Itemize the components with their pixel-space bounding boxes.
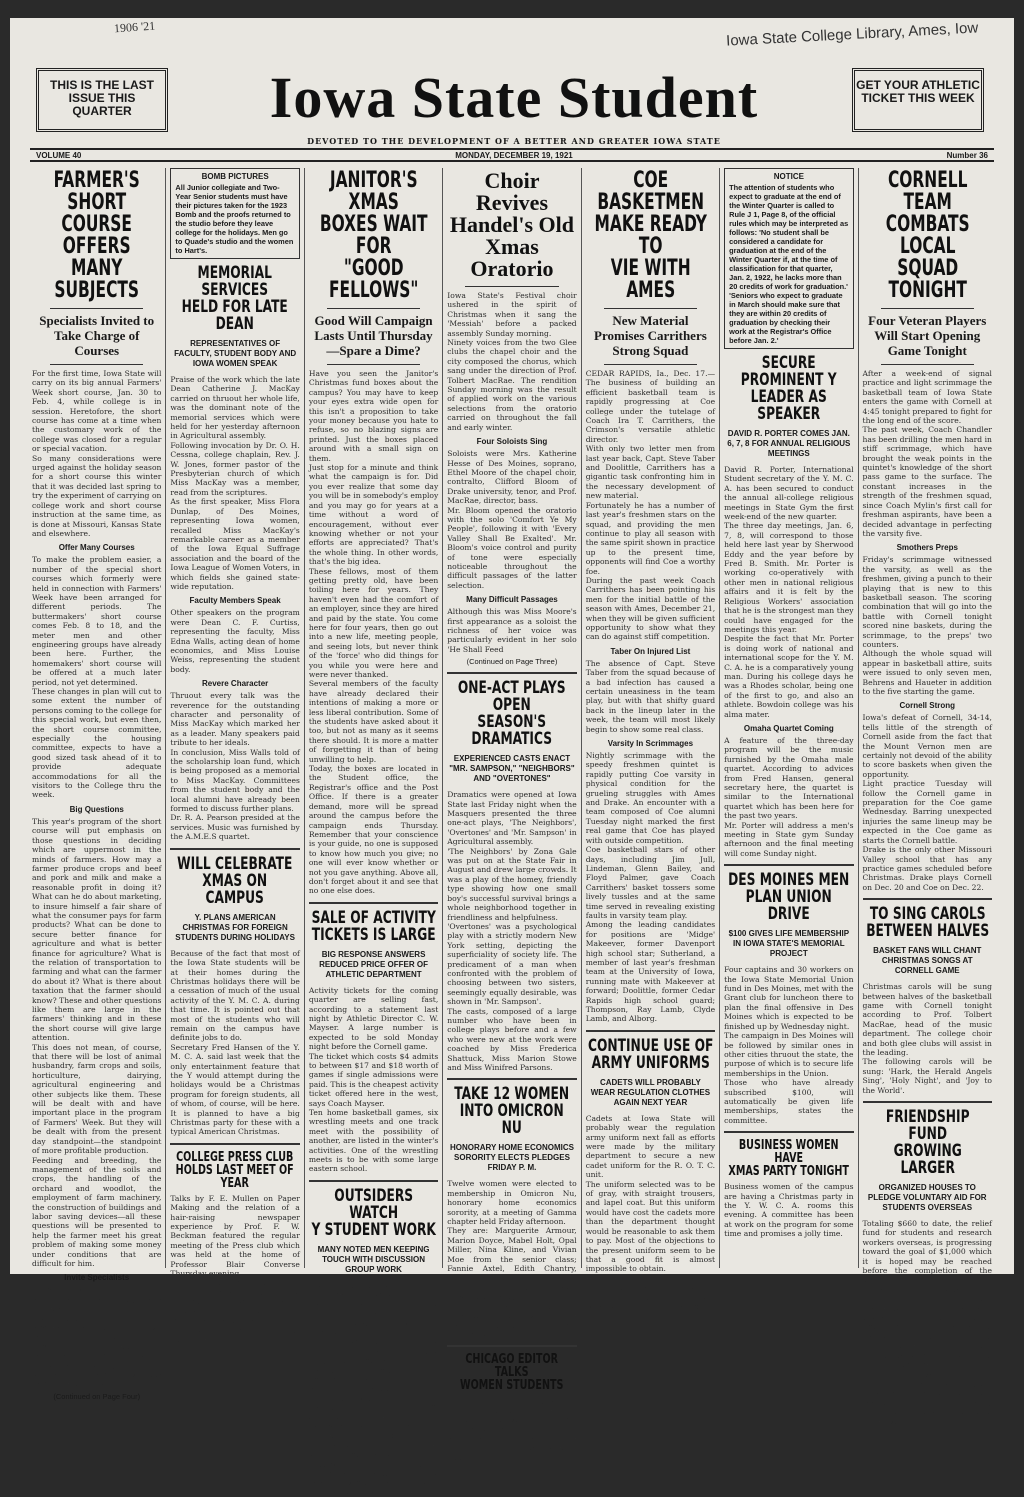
headline-line: DES MOINES MEN — [728, 870, 850, 891]
paragraph: However, new uniforms will be here next year and efforts will be made to obtain uniforms that will be satisfactory to the wearers. — [585, 1273, 716, 1311]
continued-note: (Continued on Page Three) — [466, 657, 558, 667]
graduation-notice — [724, 168, 853, 349]
paragraph: Those who have already subscribed $100, will automatically be given life memberships, states the committee. — [724, 1078, 854, 1125]
headline-line: BOXES WAIT FOR — [319, 212, 428, 259]
divider — [604, 364, 697, 365]
deck: DAVID R. PORTER COMES JAN. 6, 7, 8 FOR ANNUAL RELIGIOUS MEETINGS — [727, 429, 851, 458]
paragraph: Today, the boxes are located in the Student office, the Registrar's office and the Post Office. If there is a greater demand, more will be spread around the campus before the campaign ends Thursday. Remember that your conscience is your guide, no one is supposed to know how much you give; no one will ever know whether or not you gave anything. Above all, don't forget about it and see that no one else does. — [308, 764, 439, 896]
paragraph: Friday's scrimmage witnessed the varsity, as well as the freshmen, giving a punch to their playing that is new to this basketball season. The scoring combination that will go into the battle with Cornell tonight scored nine baskets, during the scrimmage, to the preps' two counters. — [862, 555, 992, 649]
headline-line: "GOOD FELLOWS" — [328, 256, 419, 303]
subhead: Big Questions — [69, 804, 124, 814]
column-3 — [305, 168, 443, 1497]
headline-line: GROWING LARGER — [893, 1141, 962, 1178]
divider — [170, 1143, 299, 1145]
deck: Four Veteran Players Will Start Opening Game Tonight — [868, 313, 987, 358]
headline-line: TAKE 12 WOMEN — [454, 1084, 570, 1105]
headline-line: MEMORIAL SERVICES — [197, 263, 273, 300]
headline-y-leader — [726, 355, 852, 423]
paragraph: Nightly scrimmage with the speedy freshmen quintet is rapidly putting Coe varsity in physical condition for the grueling struggles with Ames and Drake. An encounter with a team composed of Coe alumni Tuesday night marked the first real game that Coe has played with outside competition. — [585, 751, 716, 845]
paragraph: They are: Marguerite Armour, Marion Doyce, Mabel Holt, Opal Miller, Nina Kline, and Vivian Moe from the senior class; Fannie Axtel, Edith Chantry, Verna Hunter and Ruth Magdeburn from the junior class; Miss Edna Walls, acting dean of home economics and Dr. Elizabeth Miller, head of the graduate department of home economics. — [447, 1226, 577, 1339]
paragraph: To make the problem easier, a number of the special short courses which formerly were held in connection with Farmers' Week have been arranged for different periods. The buttermakers' short course comes Feb. 8 to 18, and the meter men and other engineering groups have already been here. Further, the homemakers' short course will be offered at a much later period, not yet determined. — [32, 555, 162, 687]
headline-army-uniforms — [587, 1035, 714, 1073]
paragraph: In other schools this plan is carried out in fraternity houses only, but there have been 45 groups of non-fraternity men organized here that have met regularly each week. — [308, 1337, 439, 1394]
paragraph: Activity tickets for the coming quarter are selling fast, according to a statement last night by Athletic Director C. W. Mayser. A large number is expected to be sold Monday night before the Cornell game. — [308, 985, 439, 1052]
paragraph: Christmas carols will be sung between halves of the basketball game with Cornell tonight according to Prof. Tolbert MacRae, head of the music department. The college choir and both glee clubs will assist in the leading. — [862, 982, 992, 1057]
paragraph: Ninety voices from the two Glee clubs the chapel choir and the city composed the chorus, which sang under the direction of Prof. Tolbert MacRae. The rendition Sunday morning was the result of applied work on the various selections from the oratorio carried on throughout the fall and early winter. — [447, 338, 577, 432]
headline-line: BUSINESS WOMEN HAVE — [738, 1138, 839, 1167]
paragraph: During the past week Coach Carrithers has been pointing his men for the initial battle of the season with Ames, December 21, when they will be given sufficient opportunity to show what they can do against stiff competition. — [585, 575, 716, 642]
paragraph: Fortunately he has a number of last year's freshmen stars on the squad, and providing the men continue to play all season with the same spirit shown in practice up to the present time, opponents will find Coe a worthy foe. — [585, 500, 716, 576]
deck: BIG RESPONSE ANSWERS REDUCED PRICE OFFER OF ATHLETIC DEPARTMENT — [319, 949, 428, 979]
notice-title: BOMB PICTURES — [201, 172, 269, 181]
column-7 — [859, 168, 996, 1426]
headline-line: HOLDS LAST MEET OF YEAR — [176, 1162, 295, 1191]
deck: EXPERIENCED CASTS ENACT "MR. SAMPSON," "NEIGHBORS" AND "OVERTONES" — [449, 754, 575, 784]
left-ear-box — [36, 68, 168, 132]
paragraph: Drake is the only other Missouri Valley school that has any practice games scheduled before Christmas. Drake plays Cornell on Dec. 20 and Coe on Dec. 22. — [862, 845, 992, 892]
divider — [447, 1078, 576, 1080]
paragraph: Secretary Fred Hansen of the Y. M. C. A. said last week that the only entertainment feature that the Y would attempt during the holidays would be a Christmas program for foreign students, all of whom, of course, will be here. It is planned to have a big Christmas party for these with a typical American Christmas. — [170, 1042, 300, 1137]
notice-body: All Junior collegiate and Two-Year Senior students must have their pictures taken for the 1923 Bomb and the proofs returned to the studio before they leave college for the holidays. Men go to Quade's studio and the women to Hart's. — [175, 183, 294, 255]
paragraph: The ticket which costs $4 admits to between $17 and $18 worth of games if single admissions were paid. This is the cheapest activity ticket offered here in the west, says Coach Mayser. — [308, 1051, 439, 1108]
paragraph: Approximately $450 was pledged at the voluntary collection in the chapel service on Sunday, and this added to the sum of $200 previously given by organizations makes up the total amount thus far pledged. Under the conditions which the students and workers are forced to work in other countries. — [862, 1284, 992, 1379]
notice-body: The attention of students who expect to graduate at the end of the Winter Quarter is called to Rule J 1, Page 8, of the official rules which may be interpreted as follows: 'No student shall be considered a candidate for graduation at the end of the Winter Quarter if, at the time of classification for that quarter, Jan. 2, 1922, he lacks more than 20 credits of work for graduation.' 'Seniors who expect to graduate in March should make sure that they are within 20 credits of graduation by checking their work at the Registrar's Office before Jan. 2.' — [729, 183, 849, 345]
deck: Good Will Campaign Lasts Until Thursday —Spare a Dime? — [314, 313, 433, 358]
divider — [50, 364, 143, 365]
headline-janitors — [309, 170, 438, 302]
paragraph: These changes in plan will cut to some extent the number of persons coming to the college for this special work, but even then, the short course committee, especially the housing committee, expects to have a good sized task ahead of it to provide adequate accommodations for all the visitors to the College thru the week. — [32, 687, 162, 800]
deck: HONORARY HOME ECONOMICS SORORITY ELECTS PLEDGES FRIDAY P. M. — [449, 1143, 574, 1173]
headline-line: WILL CELEBRATE — [177, 853, 293, 874]
paragraph: The campaign in Des Moines will be followed by similar ones in other cities thruout the state, the purpose of which is to secure life memberships in the Union. — [724, 1031, 854, 1078]
paragraph: Intramural basketball games have integrated slightly with attendance the last few weeks. — [308, 1469, 439, 1497]
paragraph: Dramatics were opened at Iowa State last Friday night when the Masquers presented the three one-act plays, 'The Neighbors', 'Overtones' and 'Mr. Sampson' in Agricultural assembly. — [447, 790, 577, 847]
headline-line: MAKE READY TO — [594, 212, 707, 259]
headline-line: FRIENDSHIP FUND — [885, 1107, 970, 1144]
paragraph: Other speakers on the program were Dean C. F. Curtiss, representing the faculty, Miss Edna Walls, acting dean of home economics, and Miss Louise Weiss, representing the student body. — [170, 608, 300, 674]
subhead: Taber On Injured List — [610, 646, 691, 656]
subhead: Many Difficult Passages — [466, 595, 558, 605]
paragraph: Soloists were Mrs. Katherine Hesse of Des Moines, soprano, Ethel Moore of the chapel choir, contralto, Clifford Bloom of Drake university, tenor, and Prof. MacRae, director, bass. — [447, 449, 577, 506]
paragraph: Announcement from the Y. M. C. A. billiard room is that a new billiards game will be played Tuesday at 4 p.m. between 'Billy' Page last year's champion and Jacob Levy winner of the tourney just closed. — [170, 1278, 300, 1344]
paragraph: The uniform selected was to be of gray, with straight trousers, and lapel coat. But this uniform would have cost the cadets more than the department thought would be reasonable to ask them to pay. Most of the objections to the present uniform seem to be that a good fit is almost impossible to obtain. — [585, 1179, 716, 1274]
paragraph: In conclusion, Miss Walls told of the scholarship loan fund, which is being proposed as a memorial to Miss MacKay. Committees from the student body and the local alumni have already been formed to discuss further plans. — [170, 747, 300, 814]
divider — [586, 1030, 715, 1032]
divider — [881, 308, 974, 309]
paragraph: 'Overtones' was a psychological play with a strictly modern New York setting, depicting the superficiality of society life. The predicament of a man when confronted with the problem of choosing between two sisters, seemingly equally desirable, was shown in 'Mr. Sampson'. — [447, 921, 577, 1007]
issue-number: Number 36 — [946, 150, 988, 160]
divider — [327, 308, 420, 309]
paragraph: These fellows, most of them getting pretty old, have been toiling here for years. They haven't even had the comfort of an employer, since they are hired and paid by the state. You come here for four years, then go out into a new life, meeting people, and seeing lots, but never think of the 'force' who did things for you while you were here and were never thanked. — [308, 566, 439, 679]
deck: Specialists Invited to Take Charge of Courses — [39, 313, 155, 358]
headline-line: BETWEEN HALVES — [865, 921, 989, 942]
paragraph: Have you seen the Janitor's Christmas fund boxes about the campus? You may have to keep your eyes extra wide open for this isn't a proposition to take your money because you hate to refuse, so no blazing signs are printed. Just the boxes placed around with a small sign on them. — [308, 369, 439, 463]
paragraph: Iowa State's Festival choir ushered in the spirit of Christmas when it sang the 'Messiah' before a packed assembly Sunday morning. — [447, 291, 577, 338]
paragraph: The casts, composed of a large number who have been in college plays before and a few who were new at the work were coached by Miss Frederica Shattuck, Miss Marion Stowe and Miss Winifred Parsons. — [447, 1006, 577, 1072]
paragraph: Dr. R. A. Pearson presided at the services. Music was furnished by the A.M.E.S quartet. — [170, 813, 300, 842]
deck: CADETS WILL PROBABLY WEAR REGULATION CLOTHES AGAIN NEXT YEAR — [590, 1077, 711, 1107]
headline-line: PLAN UNION DRIVE — [745, 887, 832, 925]
headline-line: CHICAGO EDITOR TALKS — [465, 1352, 559, 1381]
headline-activity-tickets — [311, 907, 437, 945]
headline-xmas-campus — [172, 853, 298, 908]
paragraph: Just stop for a minute and think what the campaign is for. Did you ever realize that some day you will be in somebody's employ and you may go for years at a time without a word of encouragement, without ever knowing whether or not your efforts are appreciated? That's the whole thing. In other words, that's the big idea. — [308, 463, 439, 567]
headline-line: SALE OF ACTIVITY — [311, 907, 436, 928]
paragraph: Cadets at Iowa State will probably wear the regulation army uniform next fall as efforts were made by the military department to secure a new cadet uniform for the R. O. T. C. unit. — [585, 1113, 716, 1180]
divider — [309, 1180, 438, 1182]
paragraph: Although the whole squad will appear in basketball attire, suits were issued to only seven men, Behrens and Haueter in addition to the five starting the game. — [862, 649, 992, 696]
headline-line: COE BASKETMEN — [597, 168, 704, 215]
paragraph: Every member of the agricultural faculty at Iowa State, says Professor Beckman, is giving the best that is in him to help the farmers find a better way to deal with new conditions in agriculture, and the best of their work will be given in short course time. Besides, the college is inviting in some specialists from other sources. — [32, 1285, 162, 1389]
subhead: Faculty Members Speak — [189, 596, 281, 606]
subhead: Omaha Quartet Coming — [743, 723, 834, 733]
headline-choir — [447, 170, 576, 280]
headline-line: COURSE OFFERS — [61, 212, 132, 259]
paragraph: CEDAR RAPIDS, Ia., Dec. 17.—The business of building an efficient basketball team is rapidly progressing at Coe college under the tutelage of Coach Ira T. Carrithers, the Crimson's versatile athletic director. — [585, 369, 716, 444]
deck: ORGANIZED HOUSES TO PLEDGE VOLUNTARY AID FOR STUDENTS OVERSEAS — [867, 1183, 987, 1212]
headline-line: FARMER'S SHORT — [53, 168, 140, 215]
paragraph: Talks by F. E. Mullen on Paper Making and the relation of a hair-raising newspaper experience by Prof. F. W. Beckman featured the regular meeting of the Press club which was held at the home of Professor Blair Converse Thursday evening. — [170, 1193, 300, 1279]
divider — [447, 672, 576, 674]
paragraph: Four captains and 30 workers on the Iowa State Memorial Union fund in Des Moines, met with the Grant club for luncheon there to plan the final offensive in Des Moines which is expected to be finished up by Wednesday night. — [724, 965, 854, 1031]
divider — [863, 898, 992, 900]
paragraph: This year's program of the short course will put emphasis on those questions in deciding which are uppermost in the minds of farmers. How may a farmer produce crops and beef and pork and milk and make a reasonable profit in doing it? What can he do about marketing, to insure himself a fair share of what the consumer pays for farm products? What can be done to secure better finance for agriculture and what is better finance for agriculture? What is the relation of transportation to farming and what can the farmer do about it? What is there about taxation that the farmer should know? These and other questions like them are large in the farmers' thinking and in these the short course will give large attention. — [32, 816, 162, 1043]
headline-line: XMAS ON CAMPUS — [202, 870, 268, 908]
headline-line: WOMEN STUDENTS — [460, 1378, 564, 1394]
paragraph: The absence of Capt. Steve Taber from the squad because of a bad infection has caused a certain uneasiness in the team play, but with that shifty guard back in the lineup later in the week, the team will most likely begin to show some real class. — [585, 658, 716, 734]
right-ear-box — [852, 68, 984, 132]
headline-line: COMBATS LOCAL — [885, 212, 970, 259]
divider — [309, 902, 438, 904]
headline-line: SEASON'S DRAMATICS — [471, 712, 553, 750]
paragraph: So many considerations were urged against the holiday season for a short course this winter that it was decided last spring to try the experiment of carrying on college work and short course instruction at the same time, as is done at Missouri, Kansas State and elsewhere. — [32, 453, 162, 538]
divider — [327, 364, 420, 365]
paragraph: Coe basketball stars of other days, including Jim Jull, Lindeman, Glenn Bailey, and Floyd Palmer, gave Coach Carrithers' basket tossers some lively tussles and at the same time served in revealing existing faults in varsity team play. — [585, 845, 716, 920]
paragraph: For the first time, Iowa State will carry on its big annual Farmers' Week short course, Jan. 30 to Feb. 4, while college is in session. Heretofore, the short course has come at a time when the customary work of the college was closed for a regular or special vacation. — [32, 369, 162, 454]
paragraph: Totaling $660 to date, the relief fund for students and research workers overseas, is progressing toward the goal of $1,000 which it is hoped may be reached before the completion of the drive. — [862, 1219, 992, 1285]
headline-line: TICKETS IS LARGE — [311, 924, 436, 945]
headline-line: MANY SUBJECTS — [54, 256, 140, 303]
headline-one-act-plays — [449, 680, 575, 748]
paragraph: Thruout every talk was the reverence for the outstanding character and personality of Miss MacKay which marked her as a leader. Many speakers paid tribute to her ideals. — [170, 691, 300, 748]
headline-press-club — [174, 1151, 297, 1190]
headline-line: COLLEGE PRESS CLUB — [176, 1149, 294, 1165]
subhead: Smothers Preps — [896, 543, 958, 553]
headline-cornell — [863, 170, 992, 302]
paragraph: Feeding and breeding, the management of the soils and crops, the handling of the orchard and woodlot, the employment of farm machinery, the construction of buildings and labor saving devices—all these questions will be presented to help the farmer meet his great problem of making some money under conditions that are difficult for him. — [32, 1155, 162, 1268]
headline-line: SECURE PROMINENT Y — [740, 353, 837, 390]
headline-line: HELD FOR LATE DEAN — [182, 297, 289, 334]
column-2 — [166, 168, 304, 1344]
paragraph: Following invocation by Dr. O. H. Cessna, college chaplain, Rev. J. W. Jones, former pastor of the Presbyterian church of which Miss MacKay was a member, read from the scriptures. — [170, 440, 300, 497]
deck: MANY NOTED MEN KEEPING TOUCH WITH DISCUSSION GROUP WORK — [317, 1244, 430, 1274]
deck: Y. PLANS AMERICAN CHRISTMAS FOR FOREIGN STUDENTS DURING HOLIDAYS — [175, 912, 295, 942]
deck: REPRESENTATIVES OF FACULTY, STUDENT BODY AND IOWA WOMEN SPEAK — [174, 339, 297, 368]
right-ear-text: GET YOUR ATHLETIC TICKET THIS WEEK — [856, 78, 980, 105]
headline-coe-basketmen — [586, 170, 715, 302]
paragraph: Iowa State has just completed the greatest discussion group program this quarter that has ever been organized in any college, according to Y. M. C. A. officials. — [308, 1280, 439, 1337]
divider — [724, 864, 853, 866]
headline-line: VIE WITH AMES — [610, 256, 691, 303]
paragraph: There has been a total of 75 groups with an average of 61 sessions per week in both fraternity and unorganized houses with a total average attendance of over 700 men per week. There has also been one class composed of faculty men. — [308, 1393, 439, 1469]
subhead: Offer Many Courses — [58, 543, 135, 553]
paragraph: 'The Neighbors' by Zona Gale was put on at the State Fair in August and drew large crowds. It was a play of the homey, friendly type showing how one small boy's successful survival brings a whole neighborhood together in friendliness and helpfulness. — [447, 846, 577, 922]
continued-note: (Continued on Page Four) — [53, 1391, 141, 1401]
paragraph: Ten home basketball games, six wrestling meets and one track meet with the possibility of another, are listed in the winter's activities. One of the wrestling meets is to be with some large eastern school. — [308, 1108, 439, 1174]
subhead: Four Soloists Sing — [476, 437, 548, 447]
masthead: Iowa State Student — [269, 65, 759, 130]
headline-line: TO SING CAROLS — [869, 904, 986, 925]
headline-outsiders — [311, 1185, 437, 1240]
subhead: Invite Specialists — [64, 1273, 130, 1283]
headline-carols — [864, 906, 990, 940]
paragraph: As the first speaker, Miss Flora Dunlap, of Des Moines, representing Iowa women, recalled Miss MacKay's remarkable career as a member of the Iowa Equal Suffrage association and the board of the Iowa League of Women Voters, in which fields she gained state-wide reputation. — [170, 497, 300, 591]
newspaper-page — [10, 18, 1014, 1497]
notice-title: NOTICE — [773, 172, 804, 181]
paragraph: Praise of the work which the late Dean Catherine J. MacKay carried on thruout her whole life, was the dominant note of the memorial services which were held for her yesterday afternoon in Agricultural assembly. — [170, 375, 300, 441]
column-5 — [582, 168, 720, 1311]
headline-line: SQUAD TONIGHT — [888, 256, 967, 303]
subhead: Revere Character — [202, 679, 269, 689]
subhead: Cornell Strong — [899, 701, 956, 711]
paragraph: A feature of the three-day program will be the music furnished by the Omaha male quartet. According to advices from Fred Hansen, general secretary here, the quartet is similar to the International quartet which has been here for the past two years. — [724, 735, 854, 821]
divider — [863, 1101, 992, 1103]
headline-line: ARMY UNIFORMS — [591, 1052, 710, 1073]
headline-line: Choir Revives — [475, 168, 549, 215]
motto: DEVOTED TO THE DEVELOPMENT OF A BETTER AND GREATER IOWA STATE — [307, 136, 721, 146]
volume: VOLUME 40 — [36, 150, 82, 160]
paragraph: Because of the fact that most of the Iowa State students will be at their homes during the Christmas holidays there will be a cessation of much of the usual activity of the Y. M. C. A. during that time. It is pointed out that most of the students who will remain on the campus have definite jobs to do. — [170, 948, 300, 1043]
headline-line: CORNELL TEAM — [887, 168, 967, 215]
divider — [50, 308, 143, 309]
headline-friendship-fund — [864, 1109, 990, 1177]
column-1 — [28, 168, 166, 1401]
columns — [28, 168, 996, 1497]
paragraph: The past week, Coach Chandler has been drilling the men hard in stiff scrimmage, which have brought the weak points in the quintet's knowledge of the short pass game to the surface. The constant increases in the strength of the freshmen squad, since Coach Mylin's first call for freshman aspirants, have been a decided advantage in perfecting the varsity five. — [862, 425, 992, 538]
divider — [465, 286, 558, 287]
deck: BASKET FANS WILL CHANT CHRISTMAS SONGS AT CORNELL GAME — [873, 946, 982, 976]
headline-line: Handel's Old — [449, 212, 575, 237]
divider — [170, 848, 299, 850]
divider — [724, 1131, 853, 1133]
paragraph: Twelve women were elected to membership in Omicron Nu, honorary home economics sorority, at a meeting of Gamma chapter held Friday afternoon. — [447, 1179, 577, 1227]
headline-memorial — [172, 265, 298, 333]
dateline — [30, 148, 994, 162]
headline-line: INTO OMICRON NU — [459, 1101, 564, 1139]
column-4 — [443, 168, 581, 1462]
divider — [881, 364, 974, 365]
paragraph: Despite the fact that Mr. Porter is doing work of national and international scope for the Y. M. C. A. he is a comparatively young man. During his college days he was a Rhodes scholar, being one of the first to go, and also an athlete. Bowdoin college was his alma mater. — [724, 634, 854, 719]
headline-union-drive — [726, 872, 852, 923]
paragraph: Although this was Miss Moore's first appearance as a soloist the richness of her voice was particularly evident in her solo 'He Shall Feed — [447, 607, 577, 654]
date-stamp: 1906 '21 — [113, 18, 156, 36]
divider — [447, 1345, 576, 1347]
headline-business-women — [728, 1139, 851, 1178]
headline-line: XMAS PARTY TONIGHT — [728, 1164, 850, 1180]
paragraph: This does not mean, of course, that there will be lost of animal husbandry, farm crops and soils, horticulture, dairying, agricultural engineering and other subjects like them. These will be dealt with and have important place in the program of Farmers' Week. But they will be dealt with from the present day standpoint—the standpoint of more profitable production. — [32, 1042, 162, 1156]
paragraph: Mr. Bloom opened the oratorio with the solo 'Comfort Ye My People', following it with 'Every Valley Shall Be Exalted'. Mr. Bloom's voice control and purity of tone were especially noticeable throughout the difficult passages of the latter selection. — [447, 505, 577, 590]
paragraph: With only two letter men from last year back, Capt. Steve Taber and Doolittle, Carrithers has a gigantic task confronting him in the necessary development of new material. — [585, 444, 716, 501]
headline-line: LEADER AS SPEAKER — [750, 387, 827, 424]
left-ear-text: THIS IS THE LAST ISSUE THIS QUARTER — [49, 78, 154, 118]
headline-line: Y STUDENT WORK — [311, 1219, 436, 1240]
headline-line: OUTSIDERS WATCH — [334, 1185, 413, 1223]
headline-short-course — [32, 170, 161, 302]
headline-chicago-editor — [451, 1353, 574, 1392]
paragraph: The following carols will be sung: 'Hark, the Herald Angels Sing', 'Holy Night', and 'Joy to the World'. — [862, 1057, 992, 1095]
headline-omicron-nu — [449, 1086, 575, 1137]
deck: $100 GIVES LIFE MEMBERSHIP IN IOWA STATE'S MEMORIAL PROJECT — [728, 929, 850, 959]
deck: New Material Promises Carrithers Strong Squad — [594, 313, 707, 358]
headline-line: CONTINUE USE OF — [587, 1035, 714, 1056]
paragraph: Tonight and tomorrow night, the houses and organizations on the campus will voluntarily cooperate in this drive, it is expected. — [862, 1378, 992, 1426]
paragraph: Iowa's defeat of Cornell, 34-14, tells little of the strength of Cornell aside from the fact that the Mount Vernon men are certainly not devoid of the ability to score baskets when given the opportunity. — [862, 713, 992, 779]
column-6 — [720, 168, 858, 1268]
headline-line: ONE-ACT PLAYS OPEN — [458, 678, 566, 716]
paragraph: Mr. Porter will address a men's meeting in State gym Sunday afternoon and the final meeting will come Sunday night. — [724, 820, 854, 858]
paragraph: Among the leading candidates for positions are 'Midge' Makeever, former Davenport high school star; Sutherland, a member of last year's freshman team at the University of Iowa, running mate with Makeever at forward; Doolittle, former Cedar Rapids high school guard; Thompson, Ray Lamb, Clyde Lamb, and Alborg. — [585, 920, 716, 1024]
paragraph: The three day meetings, Jan. 6, 7, 8, will correspond to those held here last year by Sherwood Eddy and the year before by Fred B. Smith. Mr. Porter is working co-operatively with other men in national religious affairs and it is felt by the Religious Workers' association that he is the strongest man they could have engaged for the meetings this year. — [724, 521, 854, 634]
divider — [604, 308, 697, 309]
library-stamp: Iowa State College Library, Ames, Iow — [725, 19, 979, 50]
paragraph: Business women of the campus are having a Christmas party in the Y. W. C. A. rooms this evening. A committee has been at work on the program for some time and promises a jolly time. — [724, 1182, 854, 1239]
paragraph: John Willey of Chicago, who is editor and publisher of the Hotel Monthly, visited the home economics division Saturday. Mr. Willey talked informally to the women of the various classes in institutional work. — [447, 1396, 577, 1462]
paragraph: Several members of the faculty have already declared their intentions of making a more or less liberal contribution. Some of the students have asked about it too, but not as many as it seems there should. It is more a matter of forgetting it than of being unwilling to help. — [308, 679, 439, 764]
subhead: Varsity In Scrimmages — [607, 739, 694, 749]
paragraph: David R. Porter, International Student secretary of the Y. M. C. A. has been secured to conduct the annual all-college religious meetings in State Gym the first week-end of the new quarter. — [724, 465, 854, 522]
paragraph: Light practice Tuesday will follow the Cornell game in preparation for the Coe game Wednesday. Barring unexpected injuries the same lineup may be expected in the Coe game as starts the Cornell battle. — [862, 779, 992, 845]
headline-line: Xmas Oratorio — [470, 234, 554, 281]
bomb-pictures-notice — [170, 168, 299, 259]
paragraph: After a week-end of signal practice and light scrimmage the basketball team of Iowa State enters the game with Cornell at 4:45 tonight prepared to fight for the long end of the score. — [862, 369, 992, 426]
headline-line: JANITOR'S XMAS — [329, 168, 418, 215]
issue-date: MONDAY, DECEMBER 19, 1921 — [455, 150, 573, 160]
